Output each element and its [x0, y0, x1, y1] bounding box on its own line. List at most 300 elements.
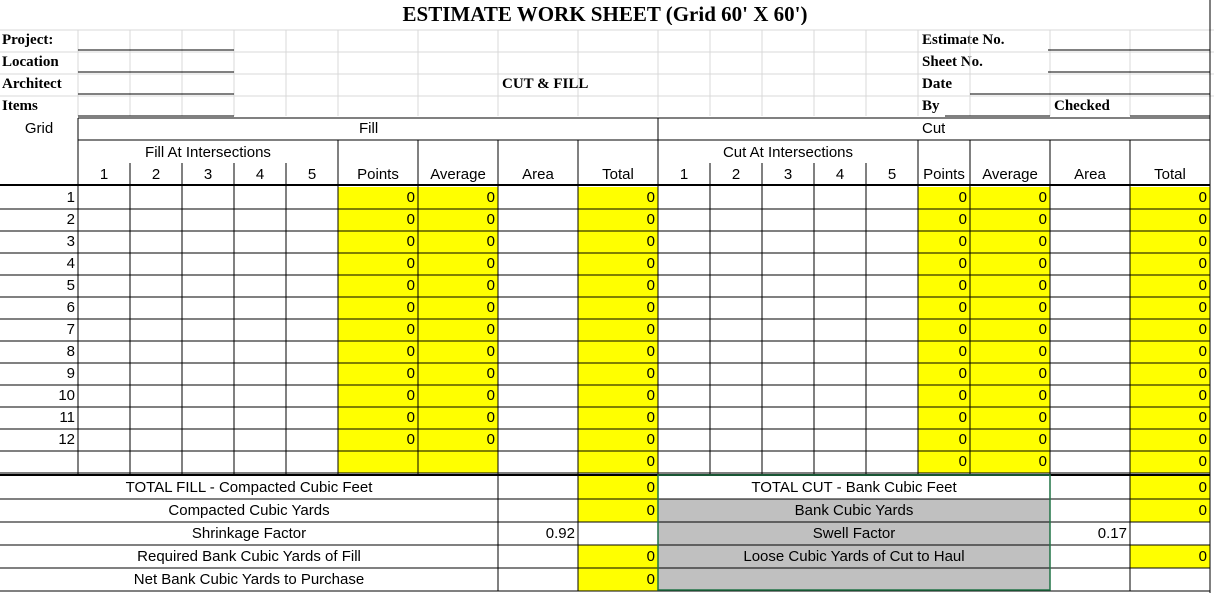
- swell-factor-value[interactable]: 0.17: [1097, 525, 1127, 542]
- cut-area-cell[interactable]: [1050, 187, 1130, 209]
- cut-intersection-cell[interactable]: [814, 187, 866, 209]
- cut-intersection-cell[interactable]: [814, 275, 866, 297]
- cut-total-cell[interactable]: 0: [1130, 209, 1210, 231]
- fill-intersection-cell[interactable]: [78, 451, 130, 473]
- fill-area-cell[interactable]: [498, 363, 578, 385]
- fill-total-cell[interactable]: 0: [578, 231, 658, 253]
- fill-intersection-cell[interactable]: [286, 319, 338, 341]
- fill-total-cell[interactable]: 0: [578, 451, 658, 473]
- cut-intersection-cell[interactable]: [762, 253, 814, 275]
- net-bank-yards-label: Net Bank Cubic Yards to Purchase: [133, 571, 365, 588]
- fill-intersection-cell[interactable]: [130, 275, 182, 297]
- architect-field[interactable]: [78, 74, 234, 94]
- cut-intersection-cell[interactable]: [658, 385, 710, 407]
- cut-intersection-cell[interactable]: [710, 429, 762, 451]
- fill-intersection-cell[interactable]: [234, 231, 286, 253]
- fill-intersection-cell[interactable]: [286, 253, 338, 275]
- cut-intersection-cell[interactable]: [658, 451, 710, 473]
- cut-blank-area-cell[interactable]: [1050, 568, 1130, 591]
- cut-intersection-cell[interactable]: [814, 385, 866, 407]
- grid-row-number: 1: [66, 189, 75, 206]
- fill-average-cell[interactable]: 0: [418, 363, 498, 385]
- fill-intersection-cell[interactable]: [286, 187, 338, 209]
- fill-intersection-cell[interactable]: [286, 275, 338, 297]
- fill-intersection-cell[interactable]: [78, 253, 130, 275]
- cut-points-cell[interactable]: 0: [918, 451, 970, 473]
- fill-intersection-cell[interactable]: [234, 209, 286, 231]
- cut-average-cell[interactable]: 0: [970, 451, 1050, 473]
- cut-total-header: Total: [1154, 166, 1186, 183]
- cut-intersection-cell[interactable]: [866, 209, 918, 231]
- fill-points-cell[interactable]: 0: [338, 253, 418, 275]
- cut-intersections-header: Cut At Intersections: [722, 145, 854, 160]
- cut-total-cell[interactable]: 0: [1130, 407, 1210, 429]
- cut-intersection-cell[interactable]: [710, 231, 762, 253]
- fill-intersection-cell[interactable]: [234, 319, 286, 341]
- sheet-no-field[interactable]: [1048, 52, 1210, 72]
- grid-row-number: 9: [66, 365, 75, 382]
- cut-intersection-cell[interactable]: [710, 407, 762, 429]
- cut-intersection-cell[interactable]: [658, 275, 710, 297]
- fill-average-cell[interactable]: 0: [418, 385, 498, 407]
- fill-average-cell[interactable]: 0: [418, 407, 498, 429]
- fill-intersection-1-header: 1: [99, 166, 109, 183]
- fill-intersection-cell[interactable]: [78, 407, 130, 429]
- cut-intersection-cell[interactable]: [658, 187, 710, 209]
- cut-intersection-cell[interactable]: [814, 341, 866, 363]
- architect-label: Architect: [2, 77, 62, 92]
- cut-total-cell[interactable]: 0: [1130, 297, 1210, 319]
- cut-area-cell[interactable]: [1050, 407, 1130, 429]
- fill-intersection-cell[interactable]: [182, 231, 234, 253]
- fill-intersection-4-header: 4: [255, 166, 265, 183]
- cut-intersection-cell[interactable]: [814, 429, 866, 451]
- cut-intersection-1-header: 1: [679, 166, 689, 183]
- cut-intersection-cell[interactable]: [866, 253, 918, 275]
- cut-intersection-cell[interactable]: [658, 341, 710, 363]
- cut-intersection-cell[interactable]: [762, 209, 814, 231]
- cut-area-cell[interactable]: [1050, 363, 1130, 385]
- fill-intersection-cell[interactable]: [130, 209, 182, 231]
- cut-intersection-cell[interactable]: [710, 451, 762, 473]
- cut-total-cell[interactable]: 0: [1130, 275, 1210, 297]
- total-fill-value[interactable]: 0: [578, 476, 658, 499]
- cut-points-cell[interactable]: 0: [918, 429, 970, 451]
- cut-intersection-cell[interactable]: [710, 187, 762, 209]
- fill-intersection-cell[interactable]: [234, 429, 286, 451]
- fill-intersection-cell[interactable]: [78, 231, 130, 253]
- fill-intersection-cell[interactable]: [234, 363, 286, 385]
- cut-intersection-cell[interactable]: [762, 297, 814, 319]
- swell-factor-label: Swell Factor: [658, 522, 1050, 545]
- fill-points-cell[interactable]: 0: [338, 385, 418, 407]
- fill-intersection-cell[interactable]: [182, 275, 234, 297]
- cut-area-cell[interactable]: [1050, 451, 1130, 473]
- cut-points-cell[interactable]: 0: [918, 407, 970, 429]
- bank-cubic-yards-value[interactable]: 0: [1130, 499, 1210, 522]
- fill-area-cell[interactable]: [498, 451, 578, 473]
- fill-intersection-cell[interactable]: [130, 429, 182, 451]
- total-fill-area-cell[interactable]: [498, 476, 578, 499]
- fill-intersection-cell[interactable]: [234, 253, 286, 275]
- cut-intersection-cell[interactable]: [866, 407, 918, 429]
- cut-intersection-cell[interactable]: [658, 253, 710, 275]
- fill-intersection-cell[interactable]: [78, 341, 130, 363]
- fill-intersection-cell[interactable]: [234, 341, 286, 363]
- cut-average-cell[interactable]: 0: [970, 341, 1050, 363]
- cut-total-cell[interactable]: 0: [1130, 363, 1210, 385]
- fill-area-cell[interactable]: [498, 429, 578, 451]
- cut-total-cell[interactable]: 0: [1130, 187, 1210, 209]
- cut-intersection-cell[interactable]: [762, 187, 814, 209]
- fill-intersection-cell[interactable]: [182, 407, 234, 429]
- cut-average-cell[interactable]: 0: [970, 319, 1050, 341]
- location-label: Location: [2, 55, 59, 70]
- fill-average-header: Average: [430, 166, 486, 183]
- cut-intersection-cell[interactable]: [710, 275, 762, 297]
- fill-intersection-cell[interactable]: [182, 187, 234, 209]
- fill-points-cell[interactable]: 0: [338, 275, 418, 297]
- cut-area-cell[interactable]: [1050, 385, 1130, 407]
- cut-points-cell[interactable]: 0: [918, 385, 970, 407]
- cut-area-cell[interactable]: [1050, 209, 1130, 231]
- cut-intersection-cell[interactable]: [814, 407, 866, 429]
- cut-total-cell[interactable]: 0: [1130, 231, 1210, 253]
- fill-points-header: Points: [357, 166, 399, 183]
- shrinkage-factor-value[interactable]: 0.92: [545, 525, 575, 542]
- cut-intersection-cell[interactable]: [814, 363, 866, 385]
- fill-total-cell[interactable]: 0: [578, 275, 658, 297]
- fill-intersection-cell[interactable]: [182, 319, 234, 341]
- cut-intersection-cell[interactable]: [710, 319, 762, 341]
- required-bank-yards-label: Required Bank Cubic Yards of Fill: [137, 548, 361, 565]
- cut-average-cell[interactable]: 0: [970, 363, 1050, 385]
- fill-intersection-cell[interactable]: [130, 363, 182, 385]
- fill-area-cell[interactable]: [498, 231, 578, 253]
- by-field[interactable]: [945, 96, 1050, 116]
- fill-intersection-cell[interactable]: [234, 187, 286, 209]
- cut-intersection-cell[interactable]: [814, 209, 866, 231]
- total-cut-value[interactable]: 0: [1130, 476, 1210, 499]
- fill-total-cell[interactable]: 0: [578, 363, 658, 385]
- cut-intersection-cell[interactable]: [658, 231, 710, 253]
- fill-intersection-cell[interactable]: [234, 385, 286, 407]
- fill-points-cell[interactable]: 0: [338, 297, 418, 319]
- grid-row-number: 11: [59, 409, 75, 426]
- cut-intersection-cell[interactable]: [762, 319, 814, 341]
- cut-intersection-cell[interactable]: [762, 363, 814, 385]
- cut-intersection-cell[interactable]: [866, 319, 918, 341]
- cut-intersection-cell[interactable]: [866, 451, 918, 473]
- net-bank-yards-area-cell[interactable]: [498, 568, 578, 591]
- required-bank-yards-area-cell[interactable]: [498, 545, 578, 568]
- cut-total-cell[interactable]: 0: [1130, 429, 1210, 451]
- fill-points-cell[interactable]: 0: [338, 187, 418, 209]
- compacted-cubic-yards-value[interactable]: 0: [578, 499, 658, 522]
- fill-total-cell[interactable]: 0: [578, 297, 658, 319]
- cut-intersection-5-header: 5: [887, 166, 897, 183]
- fill-total-cell[interactable]: 0: [578, 341, 658, 363]
- cut-total-cell[interactable]: 0: [1130, 319, 1210, 341]
- fill-intersection-cell[interactable]: [130, 451, 182, 473]
- cut-points-cell[interactable]: 0: [918, 319, 970, 341]
- loose-cubic-yards-area-cell[interactable]: [1050, 545, 1130, 568]
- cut-average-cell[interactable]: 0: [970, 407, 1050, 429]
- fill-intersection-cell[interactable]: [286, 363, 338, 385]
- shrinkage-factor-total-cell[interactable]: [578, 522, 658, 545]
- cut-intersection-cell[interactable]: [762, 341, 814, 363]
- compacted-cubic-yards-area-cell[interactable]: [498, 499, 578, 522]
- cut-points-cell[interactable]: 0: [918, 275, 970, 297]
- cut-area-cell[interactable]: [1050, 253, 1130, 275]
- cut-blank-label: [658, 568, 1050, 591]
- fill-intersection-cell[interactable]: [78, 209, 130, 231]
- fill-points-cell[interactable]: 0: [338, 231, 418, 253]
- fill-average-cell[interactable]: 0: [418, 187, 498, 209]
- total-fill-label: TOTAL FILL - Compacted Cubic Feet: [125, 479, 373, 496]
- cut-area-cell[interactable]: [1050, 231, 1130, 253]
- fill-average-cell[interactable]: 0: [418, 297, 498, 319]
- fill-points-cell[interactable]: 0: [338, 363, 418, 385]
- cut-intersection-cell[interactable]: [658, 297, 710, 319]
- cut-intersection-cell[interactable]: [762, 429, 814, 451]
- cut-intersection-cell[interactable]: [814, 231, 866, 253]
- cut-average-cell[interactable]: 0: [970, 429, 1050, 451]
- fill-intersection-cell[interactable]: [286, 209, 338, 231]
- fill-average-cell[interactable]: 0: [418, 429, 498, 451]
- fill-total-cell[interactable]: 0: [578, 319, 658, 341]
- fill-total-cell[interactable]: 0: [578, 209, 658, 231]
- cut-intersection-cell[interactable]: [710, 363, 762, 385]
- cut-intersection-cell[interactable]: [814, 451, 866, 473]
- cut-average-cell[interactable]: 0: [970, 231, 1050, 253]
- fill-average-cell[interactable]: [418, 451, 498, 473]
- fill-intersection-cell[interactable]: [130, 407, 182, 429]
- cut-intersection-cell[interactable]: [866, 187, 918, 209]
- fill-intersection-3-header: 3: [203, 166, 213, 183]
- date-field[interactable]: [970, 74, 1210, 94]
- fill-intersection-cell[interactable]: [182, 451, 234, 473]
- fill-points-cell[interactable]: 0: [338, 341, 418, 363]
- fill-intersection-cell[interactable]: [182, 297, 234, 319]
- fill-intersection-cell[interactable]: [234, 407, 286, 429]
- grid-row-number: 2: [66, 211, 75, 228]
- cut-average-cell[interactable]: 0: [970, 275, 1050, 297]
- fill-intersection-cell[interactable]: [286, 429, 338, 451]
- cut-intersection-cell[interactable]: [710, 385, 762, 407]
- fill-intersection-cell[interactable]: [130, 187, 182, 209]
- fill-intersection-cell[interactable]: [78, 275, 130, 297]
- cut-intersection-cell[interactable]: [762, 407, 814, 429]
- fill-total-cell[interactable]: 0: [578, 385, 658, 407]
- swell-factor-total-cell[interactable]: [1130, 522, 1210, 545]
- cut-average-cell[interactable]: 0: [970, 385, 1050, 407]
- cut-area-cell[interactable]: [1050, 429, 1130, 451]
- fill-intersection-cell[interactable]: [182, 363, 234, 385]
- cut-intersection-cell[interactable]: [710, 297, 762, 319]
- fill-area-cell[interactable]: [498, 209, 578, 231]
- fill-intersection-2-header: 2: [151, 166, 161, 183]
- fill-intersection-cell[interactable]: [130, 297, 182, 319]
- fill-intersection-cell[interactable]: [130, 253, 182, 275]
- cut-intersection-cell[interactable]: [866, 341, 918, 363]
- cut-area-header: Area: [1074, 166, 1106, 183]
- fill-area-cell[interactable]: [498, 407, 578, 429]
- fill-intersection-cell[interactable]: [286, 231, 338, 253]
- fill-header: Fill: [359, 121, 379, 136]
- fill-area-cell[interactable]: [498, 341, 578, 363]
- cut-intersection-cell[interactable]: [866, 297, 918, 319]
- cut-total-cell[interactable]: 0: [1130, 341, 1210, 363]
- required-bank-yards-value[interactable]: 0: [578, 545, 658, 568]
- fill-intersection-cell[interactable]: [78, 385, 130, 407]
- fill-total-cell[interactable]: 0: [578, 253, 658, 275]
- fill-intersection-cell[interactable]: [78, 429, 130, 451]
- fill-intersection-cell[interactable]: [286, 341, 338, 363]
- cut-intersection-cell[interactable]: [814, 319, 866, 341]
- fill-area-cell[interactable]: [498, 275, 578, 297]
- fill-intersection-cell[interactable]: [78, 187, 130, 209]
- cut-intersection-cell[interactable]: [762, 385, 814, 407]
- fill-intersection-cell[interactable]: [182, 209, 234, 231]
- fill-intersection-cell[interactable]: [182, 341, 234, 363]
- cut-blank-total-cell[interactable]: [1130, 568, 1210, 591]
- cut-area-cell[interactable]: [1050, 275, 1130, 297]
- fill-intersection-cell[interactable]: [78, 363, 130, 385]
- fill-area-cell[interactable]: [498, 319, 578, 341]
- fill-area-cell[interactable]: [498, 297, 578, 319]
- cut-intersection-cell[interactable]: [762, 231, 814, 253]
- fill-average-cell[interactable]: 0: [418, 341, 498, 363]
- fill-intersection-cell[interactable]: [130, 385, 182, 407]
- cut-intersection-cell[interactable]: [814, 253, 866, 275]
- fill-points-cell[interactable]: 0: [338, 319, 418, 341]
- cut-intersection-cell[interactable]: [866, 385, 918, 407]
- fill-average-cell[interactable]: 0: [418, 209, 498, 231]
- cut-average-cell[interactable]: 0: [970, 253, 1050, 275]
- cut-average-cell[interactable]: 0: [970, 297, 1050, 319]
- cut-average-cell[interactable]: 0: [970, 209, 1050, 231]
- loose-cubic-yards-value[interactable]: 0: [1130, 545, 1210, 568]
- fill-intersection-cell[interactable]: [286, 451, 338, 473]
- compacted-cubic-yards-label: Compacted Cubic Yards: [168, 502, 330, 519]
- grid-row-number: 12: [58, 431, 75, 448]
- fill-area-cell[interactable]: [498, 187, 578, 209]
- cut-intersection-cell[interactable]: [658, 209, 710, 231]
- grid-row-number: 7: [66, 321, 75, 338]
- cut-points-cell[interactable]: 0: [918, 231, 970, 253]
- fill-intersection-cell[interactable]: [78, 297, 130, 319]
- cut-intersection-cell[interactable]: [866, 231, 918, 253]
- cut-intersection-cell[interactable]: [658, 363, 710, 385]
- fill-intersection-cell[interactable]: [286, 385, 338, 407]
- fill-intersection-cell[interactable]: [130, 341, 182, 363]
- grid-header: Grid: [24, 121, 54, 136]
- checked-label: Checked: [1054, 99, 1110, 114]
- fill-intersection-5-header: 5: [307, 166, 317, 183]
- cut-intersection-cell[interactable]: [658, 319, 710, 341]
- cut-points-cell[interactable]: 0: [918, 341, 970, 363]
- fill-intersection-cell[interactable]: [286, 407, 338, 429]
- fill-intersection-cell[interactable]: [286, 297, 338, 319]
- fill-intersection-cell[interactable]: [182, 429, 234, 451]
- net-bank-yards-value[interactable]: 0: [578, 568, 658, 591]
- fill-intersection-cell[interactable]: [130, 231, 182, 253]
- fill-average-cell[interactable]: 0: [418, 275, 498, 297]
- total-cut-area-cell[interactable]: [1050, 476, 1130, 499]
- cut-intersection-cell[interactable]: [762, 275, 814, 297]
- fill-points-cell[interactable]: 0: [338, 407, 418, 429]
- grid-row-number: 5: [66, 277, 75, 294]
- cut-intersection-cell[interactable]: [814, 297, 866, 319]
- cut-intersection-cell[interactable]: [710, 341, 762, 363]
- cut-intersection-cell[interactable]: [866, 363, 918, 385]
- fill-points-cell[interactable]: [338, 451, 418, 473]
- cut-area-cell[interactable]: [1050, 341, 1130, 363]
- fill-average-cell[interactable]: 0: [418, 319, 498, 341]
- project-label: Project:: [2, 33, 54, 48]
- fill-points-cell[interactable]: 0: [338, 209, 418, 231]
- fill-area-cell[interactable]: [498, 385, 578, 407]
- grid-row-number: 3: [66, 233, 75, 250]
- checked-field[interactable]: [1130, 96, 1210, 116]
- cut-intersection-cell[interactable]: [658, 407, 710, 429]
- fill-average-cell[interactable]: 0: [418, 253, 498, 275]
- estimate-no-field[interactable]: [1048, 30, 1210, 50]
- fill-intersection-cell[interactable]: [182, 385, 234, 407]
- cut-intersection-4-header: 4: [835, 166, 845, 183]
- fill-points-cell[interactable]: 0: [338, 429, 418, 451]
- cut-area-cell[interactable]: [1050, 319, 1130, 341]
- cut-points-cell[interactable]: 0: [918, 253, 970, 275]
- cut-intersection-cell[interactable]: [658, 429, 710, 451]
- fill-total-cell[interactable]: 0: [578, 187, 658, 209]
- cut-total-cell[interactable]: 0: [1130, 385, 1210, 407]
- cut-total-cell[interactable]: 0: [1130, 451, 1210, 473]
- grid-row-number: 6: [66, 299, 75, 316]
- cut-points-cell[interactable]: 0: [918, 297, 970, 319]
- cut-intersection-cell[interactable]: [710, 209, 762, 231]
- cut-intersection-cell[interactable]: [866, 429, 918, 451]
- location-field[interactable]: [78, 52, 234, 72]
- cut-points-cell[interactable]: 0: [918, 187, 970, 209]
- fill-intersection-cell[interactable]: [182, 253, 234, 275]
- fill-total-cell[interactable]: 0: [578, 429, 658, 451]
- cut-intersection-cell[interactable]: [762, 451, 814, 473]
- fill-average-cell[interactable]: 0: [418, 231, 498, 253]
- cut-points-cell[interactable]: 0: [918, 363, 970, 385]
- cut-intersection-cell[interactable]: [710, 253, 762, 275]
- estimate-no-label: Estimate No.: [922, 33, 1005, 48]
- fill-intersection-cell[interactable]: [78, 319, 130, 341]
- project-field[interactable]: [78, 30, 234, 50]
- sheet-title: ESTIMATE WORK SHEET (Grid 60' X 60'): [402, 4, 808, 25]
- cut-intersection-2-header: 2: [731, 166, 741, 183]
- items-field[interactable]: [78, 96, 234, 116]
- cut-intersection-cell[interactable]: [866, 275, 918, 297]
- fill-intersection-cell[interactable]: [234, 451, 286, 473]
- fill-intersection-cell[interactable]: [234, 275, 286, 297]
- cut-points-cell[interactable]: 0: [918, 209, 970, 231]
- fill-intersection-cell[interactable]: [130, 319, 182, 341]
- fill-area-cell[interactable]: [498, 253, 578, 275]
- cut-average-cell[interactable]: 0: [970, 187, 1050, 209]
- fill-intersection-cell[interactable]: [234, 297, 286, 319]
- fill-total-cell[interactable]: 0: [578, 407, 658, 429]
- cut-area-cell[interactable]: [1050, 297, 1130, 319]
- cut-total-cell[interactable]: 0: [1130, 253, 1210, 275]
- bank-cubic-yards-area-cell[interactable]: [1050, 499, 1130, 522]
